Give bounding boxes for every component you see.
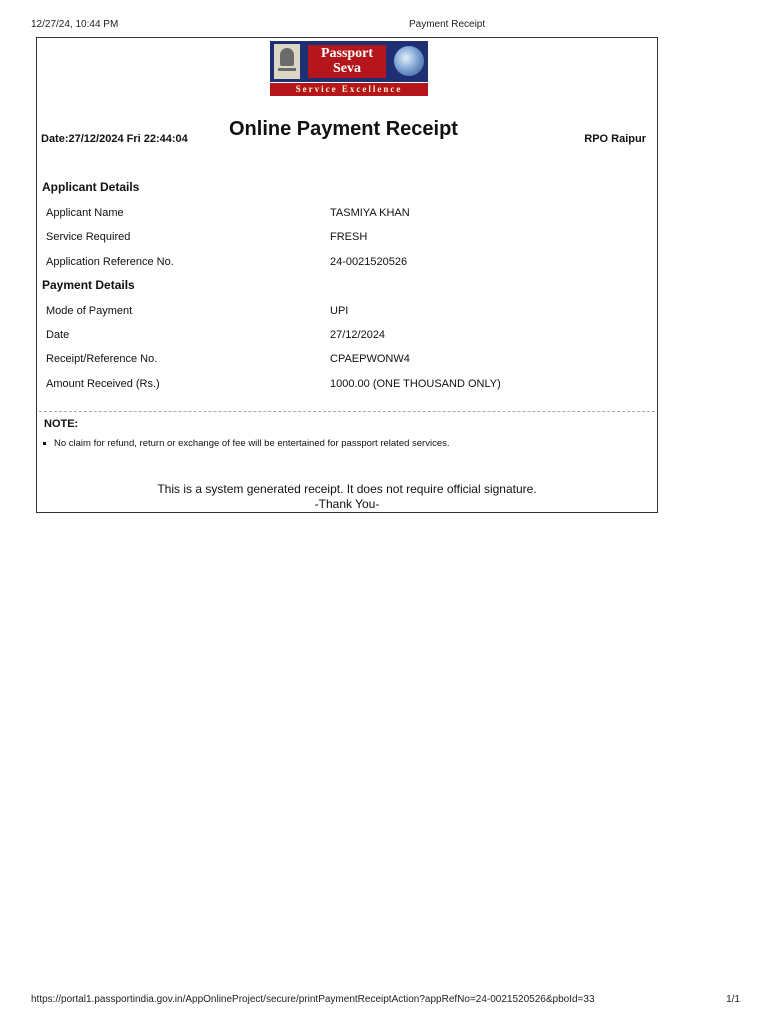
detail-label: Applicant Name [46, 207, 124, 219]
detail-value: 27/12/2024 [330, 329, 386, 341]
note-item [43, 438, 450, 449]
logo-line2: Seva [333, 61, 361, 76]
detail-row [46, 353, 646, 369]
print-datetime: 12/27/24, 10:44 PM [31, 19, 119, 30]
national-emblem-icon [274, 44, 300, 79]
payment-details-heading: Payment Details [42, 278, 135, 292]
receipt-title: Online Payment Receipt [229, 118, 458, 140]
page-number: 1/1 [726, 994, 740, 1005]
detail-row [46, 256, 646, 272]
dashed-divider [39, 411, 655, 412]
thank-you-text: -Thank You- [314, 497, 380, 511]
detail-value: CPAEPWONW4 [330, 353, 410, 365]
applicant-details-heading: Applicant Details [42, 180, 140, 194]
logo-tagline: Service Excellence [270, 83, 428, 96]
passport-seva-logo [270, 41, 428, 96]
detail-label: Date [46, 329, 70, 341]
note-heading: NOTE: [44, 418, 79, 430]
detail-value: 1000.00 (ONE THOUSAND ONLY) [330, 378, 501, 390]
detail-value: UPI [330, 305, 349, 317]
bullet-icon [43, 442, 46, 445]
print-header [31, 19, 740, 33]
detail-label: Amount Received (Rs.) [46, 378, 160, 390]
receipt-office: RPO Raipur [584, 133, 646, 145]
detail-value: 24-0021520526 [330, 256, 408, 268]
detail-label: Receipt/Reference No. [46, 353, 158, 365]
detail-label: Application Reference No. [46, 256, 174, 268]
detail-row [46, 305, 646, 321]
detail-label: Mode of Payment [46, 305, 133, 317]
detail-row [46, 329, 646, 345]
receipt-date: Date:27/12/2024 Fri 22:44:04 [41, 133, 188, 145]
detail-label: Service Required [46, 231, 131, 243]
logo-plate [308, 45, 386, 78]
detail-row [46, 378, 646, 394]
print-footer [31, 994, 740, 1008]
detail-value: FRESH [330, 231, 368, 243]
detail-row [46, 207, 646, 223]
detail-value: TASMIYA KHAN [330, 207, 410, 219]
logo-banner [270, 41, 428, 82]
note-text: No claim for refund, return or exchange of fee will be entertained for passport related services. [54, 438, 450, 449]
receipt-panel [36, 37, 658, 513]
print-url[interactable]: https://portal1.passportindia.gov.in/AppOnlineProject/secure/printPaymentReceiptAction?appRefNo=24-0021520526&pboId=33 [31, 994, 595, 1005]
detail-row [46, 231, 646, 247]
globe-icon [394, 46, 424, 76]
system-generated-note: This is a system generated receipt. It does not require official signature. [157, 482, 537, 496]
logo-line1: Passport [320, 46, 374, 61]
print-page-title: Payment Receipt [409, 19, 486, 30]
